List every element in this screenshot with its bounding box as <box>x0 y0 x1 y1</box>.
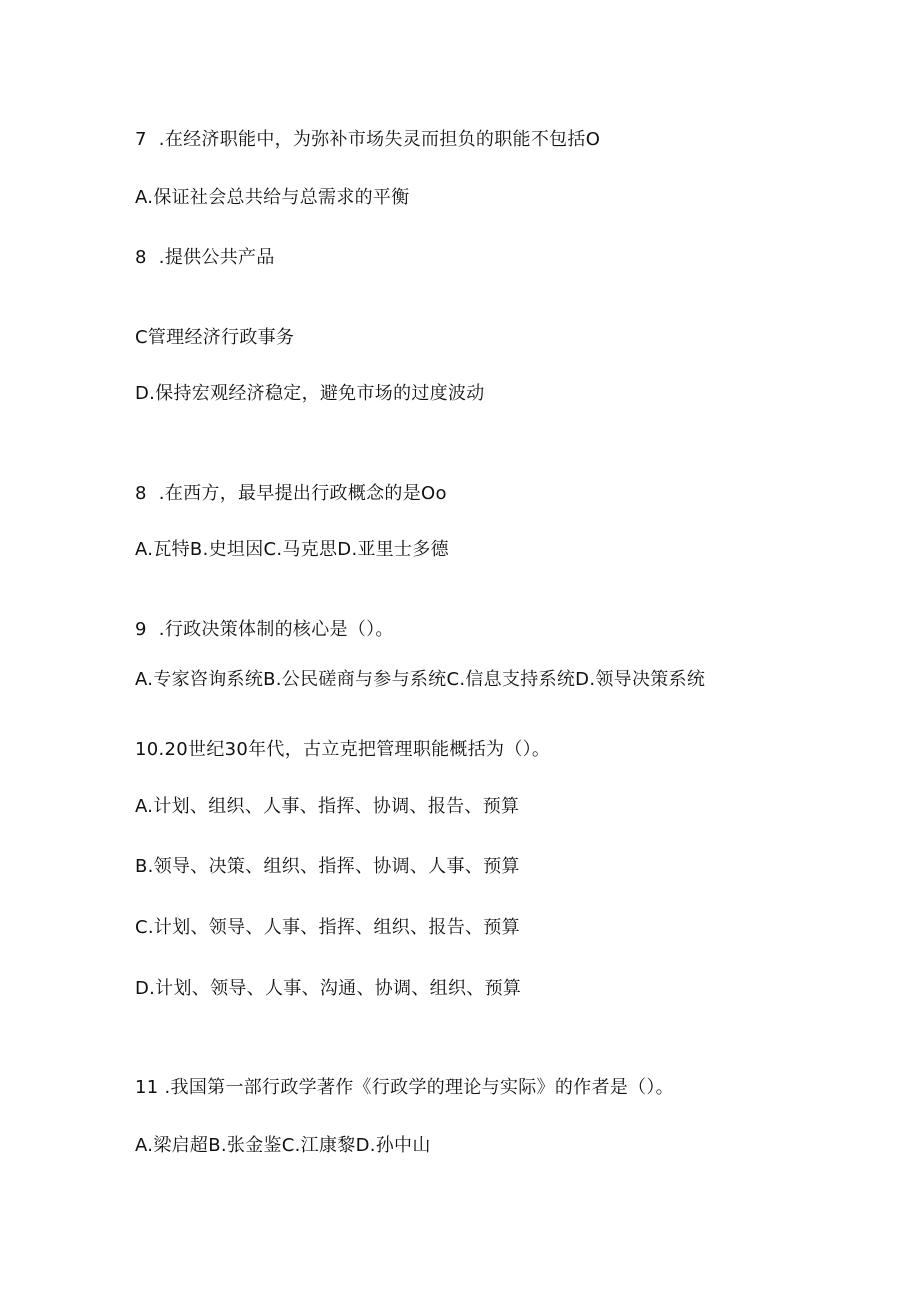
question-7-option-c: C管理经济行政事务 <box>135 327 295 348</box>
question-11-options: A.梁启超B.张金鉴C.江康黎D.孙中山 <box>135 1135 431 1156</box>
question-10-option-d: D.计划、领导、人事、沟通、协调、组织、预算 <box>135 978 522 999</box>
question-7-option-d: D.保持宏观经济稳定，避免市场的过度波动 <box>135 383 485 404</box>
question-9-options: A.专家咨询系统B.公民磋商与参与系统C.信息支持系统D.领导决策系统 <box>135 669 706 690</box>
question-8-options: A.瓦特B.史坦因C.马克思D.亚里士多德 <box>135 539 449 560</box>
question-11-text: 11 .我国第一部行政学著作《行政学的理论与实际》的作者是（）。 <box>135 1077 674 1098</box>
question-10-option-a: A.计划、组织、人事、指挥、协调、报告、预算 <box>135 796 520 817</box>
question-8-item: 8 .提供公共产品 <box>135 247 275 268</box>
question-10-option-c: C.计划、领导、人事、指挥、组织、报告、预算 <box>135 917 520 938</box>
question-8-text: 8 .在西方，最早提出行政概念的是Oo <box>135 483 447 504</box>
question-7-text: 7 .在经济职能中，为弥补市场失灵而担负的职能不包括O <box>135 129 601 150</box>
question-7-option-a: A.保证社会总共给与总需求的平衡 <box>135 187 410 208</box>
question-10-text: 10.20世纪30年代，古立克把管理职能概括为（）。 <box>135 739 551 760</box>
question-9-text: 9 .行政决策体制的核心是（）。 <box>135 619 394 640</box>
question-10-option-b: B.领导、决策、组织、指挥、协调、人事、预算 <box>135 856 520 877</box>
